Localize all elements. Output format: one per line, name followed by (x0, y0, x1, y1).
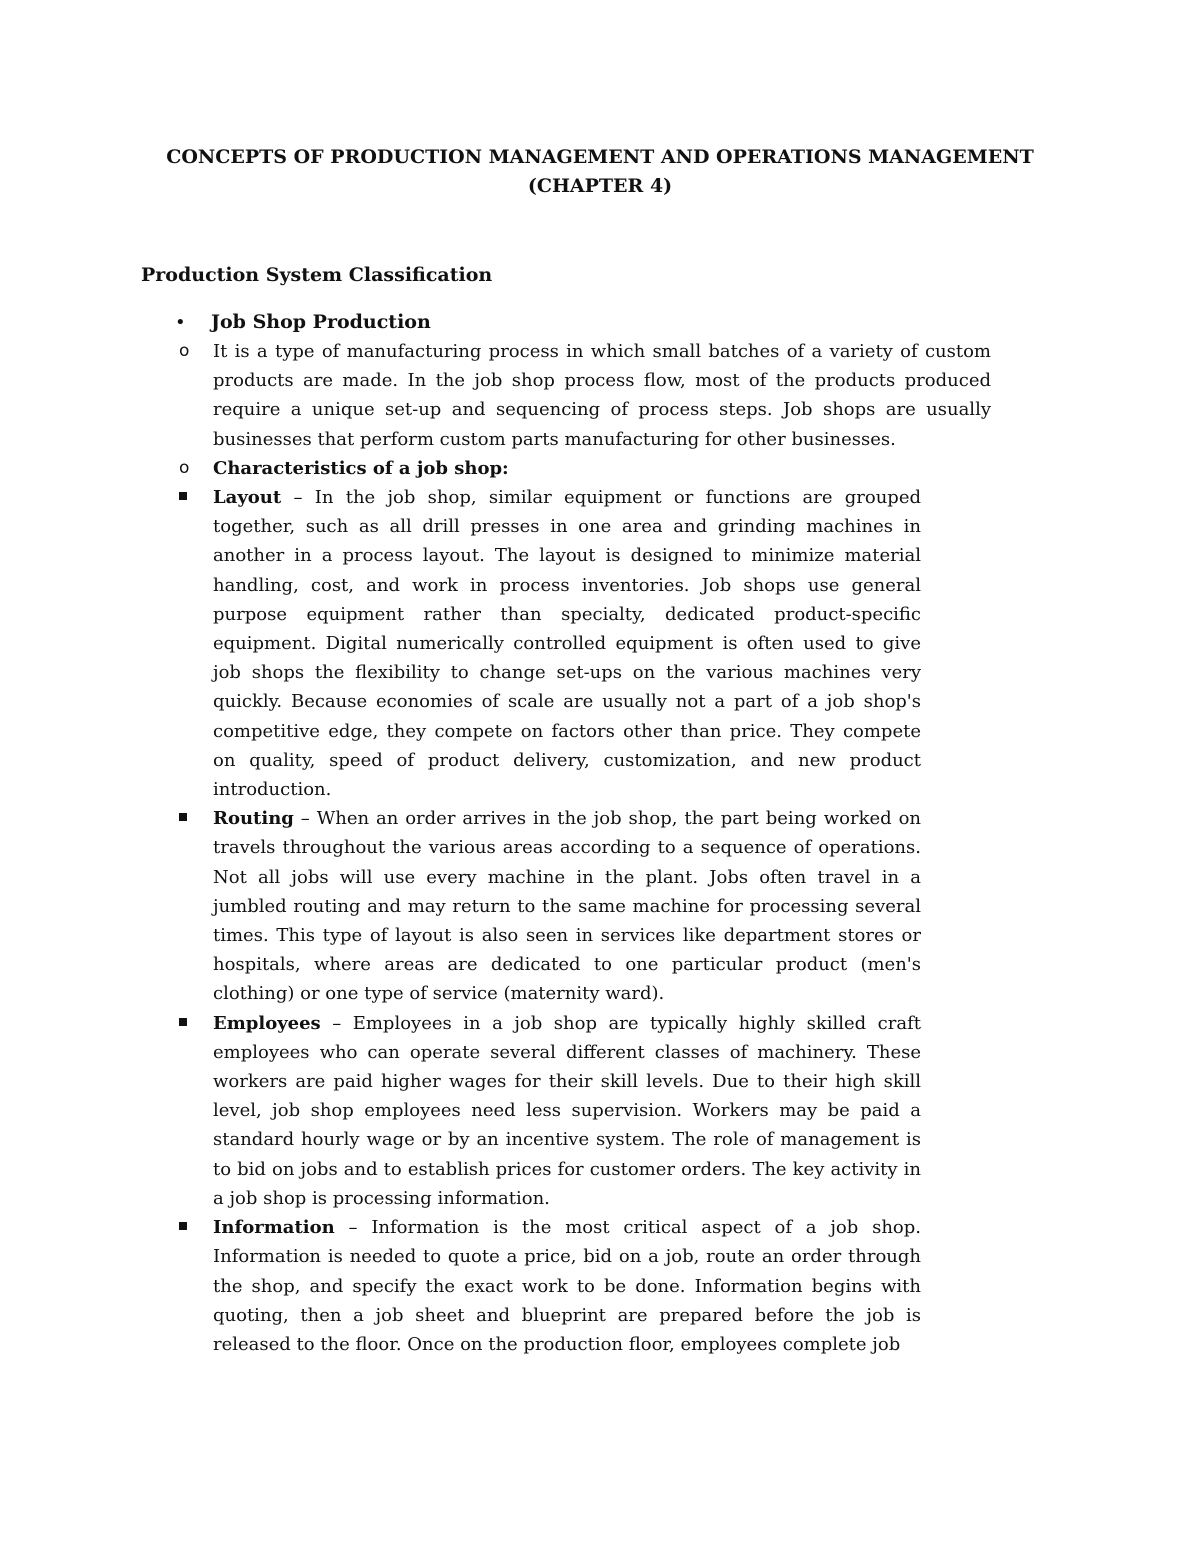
bullet-list-level-3 (213, 483, 991, 1359)
bullet-dot-icon: • (175, 312, 186, 333)
characteristic-term: Layout (213, 487, 282, 509)
bullet-list-level-1 (141, 308, 1061, 1359)
characteristic-item-information (213, 1213, 921, 1359)
characteristic-item-layout (213, 483, 921, 804)
bullet-list-level-2 (141, 337, 1061, 1359)
characteristic-text: – Information is the most critical aspect of a job shop. Information is needed to quote a price, bid on a job, route an order through the shop, and specify the exact work to be done. Information begins with quoting, then a job sheet and blueprint are prepared before the job is released to the floor. Once on the production floor, employees complete job (213, 1217, 921, 1355)
bullet-square-icon (179, 1222, 187, 1230)
section-heading: Production System Classification (141, 264, 493, 286)
bullet-circle-icon: o (179, 457, 190, 478)
bullet-square-icon (179, 813, 187, 821)
characteristic-text: – In the job shop, similar equipment or functions are grouped together, such as all drill presses in one area and grinding machines in another in a process layout. The layout is designed to minimize material handling, cost, and work in process inventories. Job shops use general purpose equipment rather than specialty, dedicated product-specific equipment. Digital numerically controlled equipment is often used to give job shops the flexibility to change set-ups on the various machines very quickly. Because economies of scale are usually not a part of a job shop's competitive edge, they compete on factors other than price. They compete on quality, speed of product delivery, customization, and new product introduction. (213, 487, 921, 801)
characteristic-text: – Employees in a job shop are typically highly skilled craft employees who can operate several different classes of machinery. These workers are paid higher wages for their skill levels. Due to their high skill level, job shop employees need less supervision. Workers may be paid a standard hourly wage or by an incentive system. The role of management is to bid on jobs and to establish prices for customer orders. The key activity in a job shop is processing information. (213, 1012, 921, 1209)
list-item-label: Job Shop Production (211, 311, 431, 333)
characteristic-term: Employees (213, 1012, 321, 1034)
list-item-characteristics (141, 454, 991, 1359)
list-item-definition (141, 337, 991, 454)
characteristic-item-routing (213, 804, 921, 1008)
title-line-2: (CHAPTER 4) (527, 175, 673, 197)
bullet-square-icon (179, 492, 187, 500)
characteristic-text: – When an order arrives in the job shop, the part being worked on travels throughout the various areas according to a sequence of operations. Not all jobs will use every machine in the plant. Jobs often travel in a jumbled routing and may return to the same machine for processing several times. This type of layout is also seen in services like department stores or hospitals, where areas are dedicated to one particular product (men's clothing) or one type of service (maternity ward). (213, 808, 921, 1005)
title-line-1: CONCEPTS OF PRODUCTION MANAGEMENT AND OPERATIONS MANAGEMENT (166, 146, 1034, 168)
characteristic-term: Information (213, 1217, 335, 1239)
characteristics-label: Characteristics of a job shop: (213, 457, 509, 479)
list-item-job-shop-production (141, 308, 1061, 337)
definition-text: It is a type of manufacturing process in which small batches of a variety of custom products are made. In the job shop process flow, most of the products produced require a unique set-up and sequencing of process steps. Job shops are usually businesses that perform custom parts manufacturing for other businesses. (213, 341, 991, 450)
bullet-square-icon (179, 1018, 187, 1026)
bullet-circle-icon: o (179, 341, 190, 361)
document-title (120, 143, 1080, 201)
characteristic-term: Routing (213, 808, 294, 830)
characteristic-item-employees (213, 1009, 921, 1213)
